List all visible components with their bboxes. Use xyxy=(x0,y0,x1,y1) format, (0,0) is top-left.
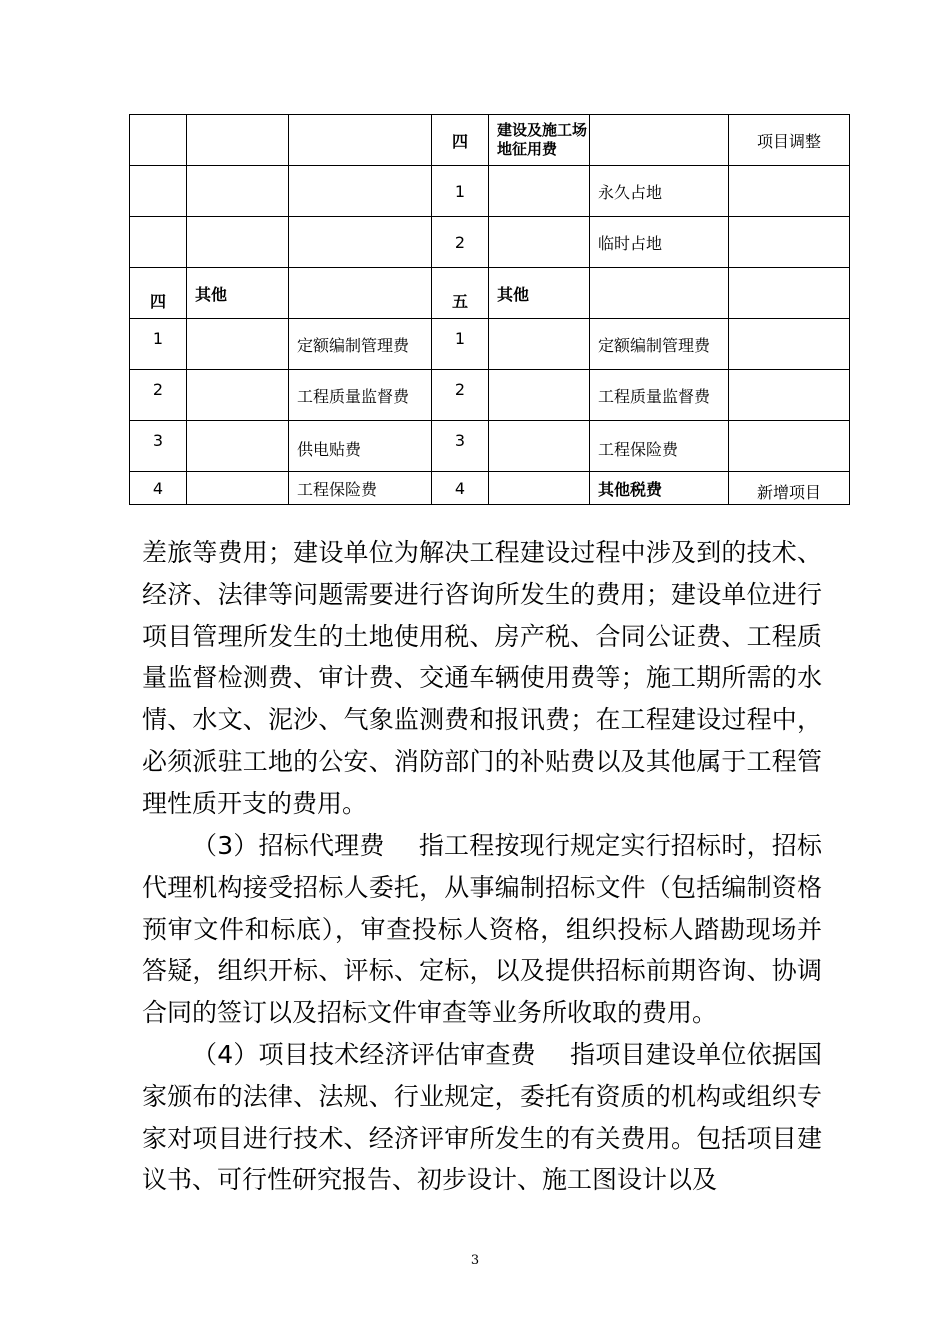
table-cell xyxy=(489,370,590,421)
table-row xyxy=(130,217,850,268)
table-cell: 四 xyxy=(130,268,187,319)
table-cell: 3 xyxy=(432,421,489,472)
table-cell: 2 xyxy=(432,370,489,421)
table-cell xyxy=(590,115,729,166)
section-heading: （3）招标代理费 xyxy=(192,831,385,860)
table-row xyxy=(130,166,850,217)
table-cell xyxy=(187,472,289,505)
table-cell xyxy=(187,319,289,370)
table-cell xyxy=(130,115,187,166)
table-cell: 供电贴费 xyxy=(289,421,432,472)
table-cell: 2 xyxy=(432,217,489,268)
table-cell: 3 xyxy=(130,421,187,472)
cost-comparison-table xyxy=(129,114,850,505)
table-cell: 其他税费 xyxy=(590,472,729,505)
table-cell: 工程质量监督费 xyxy=(590,370,729,421)
table-cell xyxy=(187,370,289,421)
table-cell xyxy=(489,472,590,505)
table-cell: 其他 xyxy=(187,268,289,319)
table-cell xyxy=(729,370,850,421)
section-heading: （4）项目技术经济评估审查费 xyxy=(192,1040,536,1069)
table-cell xyxy=(489,319,590,370)
body-paragraph-evaluation xyxy=(142,1034,822,1201)
table-cell xyxy=(187,166,289,217)
table-cell: 4 xyxy=(432,472,489,505)
table-row xyxy=(130,319,850,370)
table-cell: 工程保险费 xyxy=(590,421,729,472)
table-cell: 工程质量监督费 xyxy=(289,370,432,421)
table-cell xyxy=(729,268,850,319)
section-body: 指工程按现行规定实行招标时，招标代理机构接受招标人委托，从事编制招标文件（包括编制资格预审文件和标底），审查投标人资格，组织投标人踏勘现场并答疑，组织开标、评标、定标，以及提供招标前期咨询、协调合同的签订以及招标文件审查等业务所收取的费用。 xyxy=(142,831,822,1028)
table-cell xyxy=(489,421,590,472)
table-cell xyxy=(130,217,187,268)
table-cell xyxy=(289,166,432,217)
table-cell: 项目调整 xyxy=(729,115,850,166)
table-cell xyxy=(130,166,187,217)
table-cell: 定额编制管理费 xyxy=(289,319,432,370)
table-cell xyxy=(489,166,590,217)
table-row xyxy=(130,472,850,505)
table-cell: 新增项目 xyxy=(729,472,850,505)
table-cell xyxy=(187,217,289,268)
table-cell xyxy=(729,217,850,268)
table-cell xyxy=(590,268,729,319)
table-cell xyxy=(289,268,432,319)
table-cell: 1 xyxy=(432,166,489,217)
table-cell: 4 xyxy=(130,472,187,505)
table-cell: 永久占地 xyxy=(590,166,729,217)
table-cell xyxy=(187,421,289,472)
table-cell xyxy=(187,115,289,166)
table-cell: 四 xyxy=(432,115,489,166)
table-cell: 1 xyxy=(130,319,187,370)
table-cell: 工程保险费 xyxy=(289,472,432,505)
table-row xyxy=(130,421,850,472)
table-cell: 2 xyxy=(130,370,187,421)
table-cell: 定额编制管理费 xyxy=(590,319,729,370)
section-body: 指项目建设单位依据国家颁布的法律、法规、行业规定，委托有资质的机构或组织专家对项目进行技术、经济评审所发生的有关费用。包括项目建议书、可行性研究报告、初步设计、施工图设计以及 xyxy=(142,1040,822,1195)
table-cell: 临时占地 xyxy=(590,217,729,268)
table-cell: 建设及施工场地征用费 xyxy=(489,115,590,166)
table-row xyxy=(130,115,850,166)
table-cell xyxy=(729,319,850,370)
body-paragraph: 差旅等费用；建设单位为解决工程建设过程中涉及到的技术、经济、法律等问题需要进行咨询所发生的费用；建设单位进行项目管理所发生的土地使用税、房产税、合同公证费、工程质量监督检测费、审计费、交通车辆使用费等；施工期所需的水情、水文、泥沙、气象监测费和报讯费；在工程建设过程中，必须派驻工地的公安、消防部门的补贴费以及其他属于工程管理性质开支的费用。 xyxy=(142,538,822,818)
table-row xyxy=(130,370,850,421)
table-cell xyxy=(729,166,850,217)
table-row xyxy=(130,268,850,319)
page-number: 3 xyxy=(470,1253,480,1268)
table-cell xyxy=(729,421,850,472)
table-cell xyxy=(289,115,432,166)
body-paragraph-bid-agency xyxy=(142,825,822,1034)
table-cell: 五 xyxy=(432,268,489,319)
table-cell: 其他 xyxy=(489,268,590,319)
table-cell: 1 xyxy=(432,319,489,370)
table-cell xyxy=(489,217,590,268)
table-cell xyxy=(289,217,432,268)
